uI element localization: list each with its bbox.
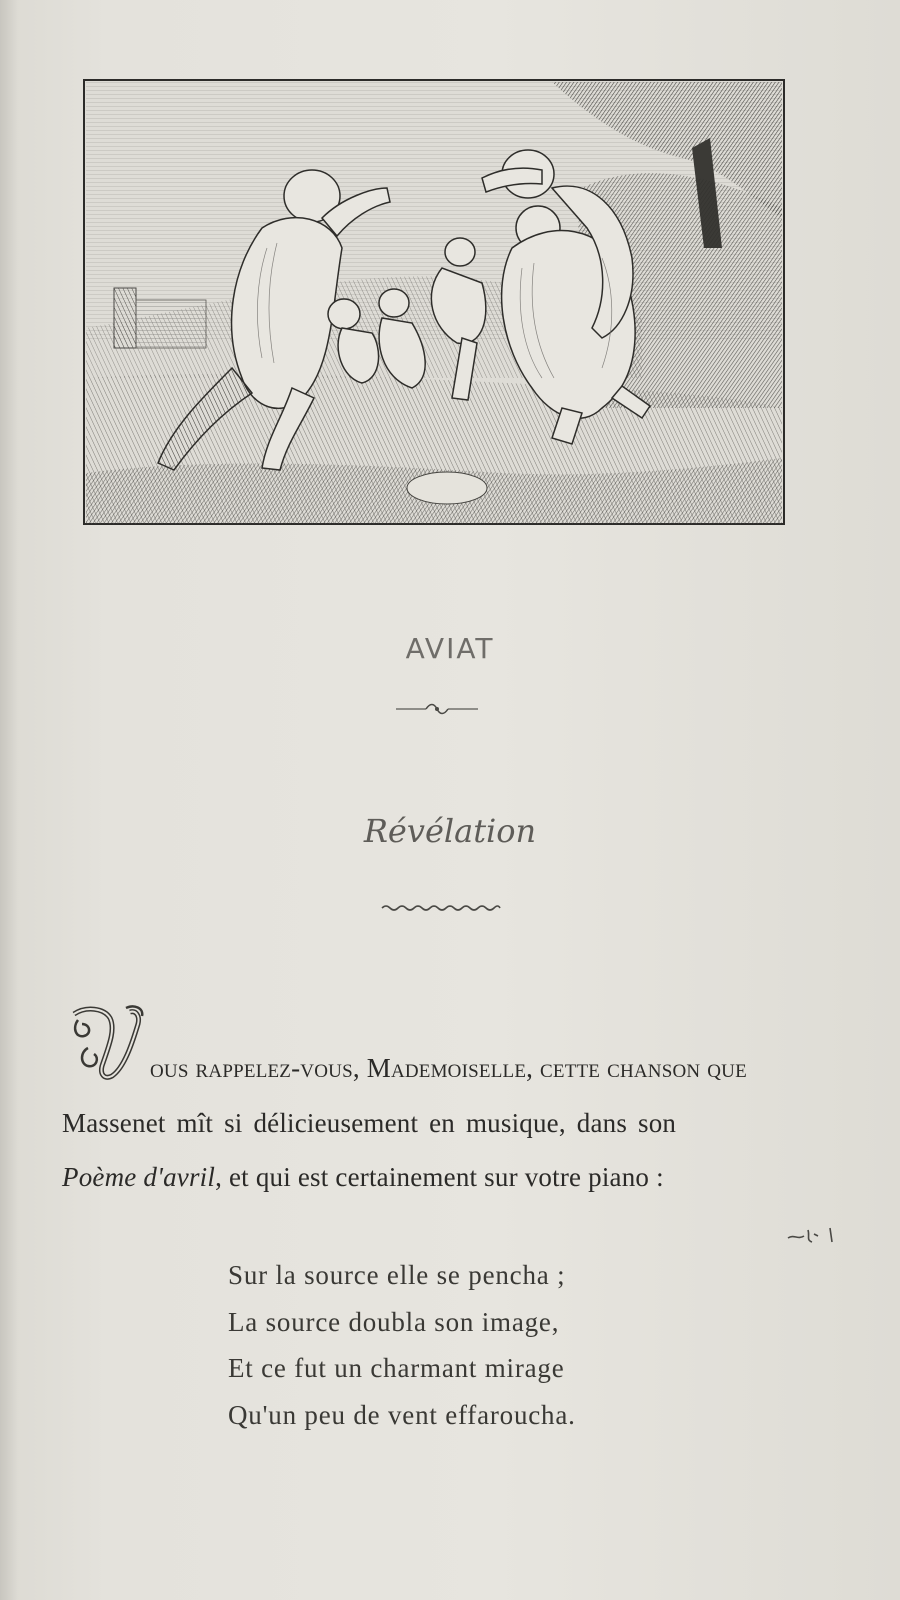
paragraph-line-1-text: ous rappelez-vous, Mademoiselle, cette chanson que <box>150 1053 747 1083</box>
margin-pencil-mark-icon <box>784 1224 840 1246</box>
author-heading: AVIAT <box>405 632 495 665</box>
poem-line-3: Et ce fut un charmant mirage <box>228 1353 565 1383</box>
poem-line-4: Qu'un peu de vent effaroucha. <box>228 1400 576 1430</box>
ornate-dropcap-icon <box>66 1004 148 1086</box>
ornament-divider-icon <box>394 701 480 717</box>
engraving-illustration <box>82 78 786 526</box>
poem-line-2: La source doubla son image, <box>228 1307 560 1337</box>
paragraph-line-2: Massenet mît si délicieusement en musique, dans son <box>62 1108 677 1138</box>
poem-title-italic: Poème d'avril <box>62 1162 216 1192</box>
paragraph-line-1 <box>150 1053 747 1084</box>
engraving-putti-wrestling-icon <box>82 78 786 526</box>
wavy-rule-icon <box>380 902 502 914</box>
paragraph-line-3-text: , et qui est certainement sur votre piano : <box>215 1162 664 1192</box>
poem-line-1: Sur la source elle se pencha ; <box>228 1260 566 1290</box>
page-gutter-shadow <box>0 0 18 1600</box>
paragraph-line-3 <box>62 1162 664 1193</box>
chapter-title: Révélation <box>363 812 537 850</box>
